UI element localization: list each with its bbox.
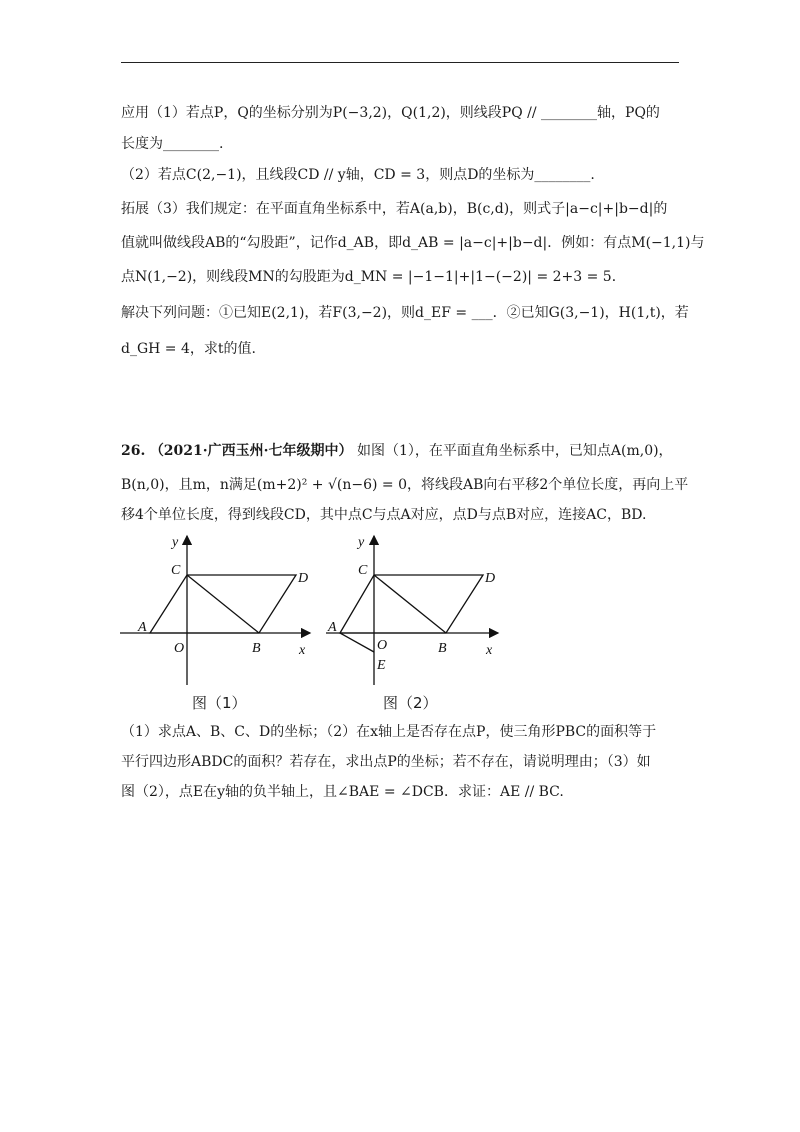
- text-line: （1）求点A、B、C、D的坐标；（2）在x轴上是否存在点P，使三角形PBC的面积等于: [121, 724, 657, 740]
- text-line: （2）若点C(2,−1)，且线段CD // y轴，CD = 3，则点D的坐标为________.: [121, 167, 595, 183]
- label-y: y: [358, 535, 365, 550]
- text-line: 值就叫做线段AB的“勾股距”，记作d_AB，即d_AB = |a−c|+|b−d|．例如：有点M(−1,1)与: [121, 235, 705, 251]
- text-line: B(n,0)，且m，n满足(m+2)² + √(n−6) = 0，将线段AB向右平移2个单位长度，再向上平: [121, 477, 689, 493]
- label-D: D: [298, 571, 309, 586]
- label-C: C: [171, 563, 181, 578]
- label-O: O: [174, 641, 185, 656]
- text-line: 解决下列问题：①已知E(2,1)，若F(3,−2)，则d_EF = ___．②已知G(3,−1)，H(1,t)，若: [121, 305, 689, 321]
- figure-2-caption: 图（2）: [383, 694, 438, 712]
- text-line: 长度为________.: [121, 136, 224, 152]
- text-line: 平行四边形ABDC的面积？若存在，求出点P的坐标；若不存在，请说明理由；（3）如: [121, 754, 651, 770]
- question-26-heading: [121, 441, 673, 461]
- label-y: y: [172, 535, 179, 550]
- text-line: 图（2），点E在y轴的负半轴上，且∠BAE = ∠DCB．求证：AE // BC.: [121, 784, 564, 800]
- question-number: 26.: [121, 443, 146, 459]
- label-D: D: [485, 571, 496, 586]
- question-source: （2021·广西玉州·七年级期中）: [149, 443, 353, 459]
- segment-CB: [187, 575, 259, 633]
- label-E: E: [377, 658, 386, 673]
- text-line: d_GH = 4，求t的值.: [121, 341, 256, 357]
- top-rule: [121, 62, 679, 63]
- label-x: x: [299, 643, 306, 658]
- text-line: 移4个单位长度，得到线段CD，其中点C与点A对应，点D与点B对应，连接AC，BD.: [121, 507, 647, 523]
- question-text: 如图（1），在平面直角坐标系中，已知点A(m,0)，: [356, 443, 673, 459]
- label-B: B: [252, 641, 261, 656]
- label-C: C: [358, 563, 368, 578]
- text-line: 应用（1）若点P，Q的坐标分别为P(−3,2)，Q(1,2)，则线段PQ // ________轴，PQ的: [121, 105, 660, 121]
- label-B: B: [438, 641, 447, 656]
- segment-AE: [340, 633, 374, 652]
- segment-CB: [374, 575, 446, 633]
- figure-2: [322, 530, 522, 690]
- label-O: O: [377, 638, 388, 653]
- text-line: 拓展（3）我们规定：在平面直角坐标系中，若A(a,b)，B(c,d)，则式子|a−c|+|b−d|的: [121, 201, 668, 217]
- label-A: A: [328, 620, 337, 635]
- text-line: 点N(1,−2)，则线段MN的勾股距为d_MN = |−1−1|+|1−(−2)| = 2+3 = 5．: [121, 269, 626, 285]
- label-A: A: [138, 620, 147, 635]
- figure-1: [116, 530, 316, 690]
- figure-1-caption: 图（1）: [192, 694, 247, 712]
- label-x: x: [486, 643, 493, 658]
- parallelogram-ABDC: [340, 575, 483, 633]
